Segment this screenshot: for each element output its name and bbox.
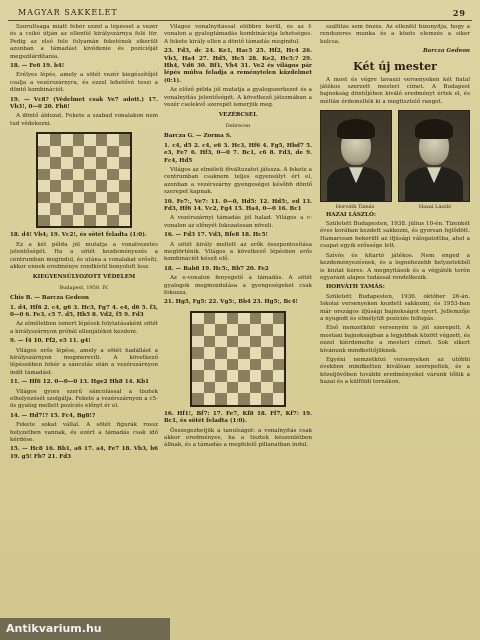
paragraph: Világos gyors szerű sáncolással a tisztek elhelyezését szolgálja. Fekete a vezérszárnyon a c5-ös gyalog mellett pozíciós előnyt ér el.	[10, 388, 158, 410]
game-players: Chis B. — Barcza Gedeon	[10, 295, 89, 302]
move-line: 19. — Vc8? (Védelmet csak Ve7 adott.) 17. Vb3!, 0—0 20. Fh6!	[10, 96, 158, 111]
board-square	[50, 215, 62, 227]
board-square	[204, 324, 216, 336]
running-header	[8, 6, 472, 21]
board-square	[192, 347, 204, 359]
board-square	[238, 324, 250, 336]
board-square	[84, 215, 96, 227]
board-square	[38, 180, 50, 192]
board-square	[96, 146, 108, 158]
board-square	[107, 146, 119, 158]
board-square	[261, 370, 273, 382]
board-square	[227, 370, 239, 382]
board-square	[238, 370, 250, 382]
board-square	[73, 169, 85, 181]
board-square	[250, 359, 262, 371]
author-signature: Barcza Gedeon	[422, 48, 470, 55]
board-square	[96, 192, 108, 204]
board-square	[215, 347, 227, 359]
board-square	[107, 169, 119, 181]
board-square	[84, 180, 96, 192]
diagram-caption: 18. d4! Vb4; 19. Vc2!, és sötét feladta (1:0).	[10, 232, 147, 239]
diagram-caption: 16. Hf1!, Bf7: 17. Fe7, Kf8 18. Ff7, Kf7: 19. Bc1, és sötét feladta (1:0).	[164, 410, 312, 425]
game-title: VEZÉRCSEL	[218, 112, 258, 119]
board-square	[61, 146, 73, 158]
board-square	[215, 324, 227, 336]
board-square	[204, 393, 216, 405]
chess-diagram	[36, 132, 132, 228]
board-square	[273, 313, 285, 325]
paragraph: Fekete sokat vállal. A sötét figurák rossz helyzetben vannak, és ezért a támadás csak idő kérdése.	[10, 422, 158, 444]
paragraph: A döntő áldozat. Fekete a szabad vonalakon nem tud védekezni.	[10, 113, 158, 127]
board-square	[73, 192, 85, 204]
paragraph: Világos az elméleti főváltozatot játssza. A fekete a centrumban csaknem teljes egyensúlyt ért el, azonban a vezérszárny gyengeségei később döntő szerepet kapnak.	[164, 166, 312, 196]
board-square	[73, 215, 85, 227]
paragraph: A vezérszárnyi támadás jól halad. Világos a c-vonalon az előnyét fokozatosan növeli.	[164, 215, 312, 229]
board-square	[192, 370, 204, 382]
paragraph: Világos vonalnyitással előbbre kerül, és az f-vonalon a gyalogtámadás kombinációja lehetséges. A fekete király ellen a döntő támadás megindul.	[164, 24, 312, 45]
board-square	[50, 146, 62, 158]
board-square	[204, 382, 216, 394]
board-square	[38, 146, 50, 158]
paragraph: Ez a két példa jól mutatja a vonalvezetés jelentőségét. Ha a sötét kezdeményezés a centrumban megindul, és utána a vonalakat erősíti, akkor ennek eredménye rendkívül bonyolult lesz.	[10, 241, 158, 270]
board-square	[215, 393, 227, 405]
board-square	[250, 336, 262, 348]
board-square	[96, 157, 108, 169]
board-square	[96, 203, 108, 215]
move-line: 9. — f4 10. Ff2, e5 11. g4!	[10, 338, 91, 345]
portrait-photo-horvath	[320, 110, 392, 202]
board-square	[84, 134, 96, 146]
board-square	[73, 157, 85, 169]
board-square	[38, 203, 50, 215]
paragraph: Az e-vonalon fenyegető a támadás. A sötét gyalogok megmozdulása a gyengeségeket csak fokozza.	[164, 275, 312, 296]
game-players: Barcza G. — Zorma S.	[164, 133, 232, 140]
board-square	[96, 215, 108, 227]
board-square	[119, 203, 131, 215]
board-square	[119, 180, 131, 192]
board-square	[192, 336, 204, 348]
board-square	[227, 313, 239, 325]
board-square	[273, 370, 285, 382]
game-place: Debrecen	[225, 122, 251, 129]
board-square	[119, 192, 131, 204]
board-square	[50, 203, 62, 215]
board-square	[84, 192, 96, 204]
board-square	[204, 359, 216, 371]
board-square	[119, 134, 131, 146]
board-square	[273, 359, 285, 371]
board-square	[192, 313, 204, 325]
board-square	[84, 203, 96, 215]
paragraph: Született Budapesten, 1936. október 26-án. Iskolai versenyeken kezdett sakkozni, és 1953-ban már országos ifjúsági bajnokságot nyert. Jellemzője a nyugodt és elmélyült pozíciós felfogás.	[320, 293, 470, 322]
section-subheading: HORVÁTH TAMÁS:	[326, 284, 385, 291]
board-square	[84, 169, 96, 181]
board-square	[96, 134, 108, 146]
portrait-photo-hazai	[398, 110, 470, 202]
board-square	[238, 313, 250, 325]
move-line: 11. — Hf6 12. 0—0—0 13. Hge2 Hh8 14. Kb1	[10, 379, 150, 386]
board-square	[107, 215, 119, 227]
move-line: 18. — Fe6 19. b4!	[10, 63, 65, 70]
move-line: 23. Fd3, dc 24. Ke1, Hac5 25. Hf2, Hc4 26. Vb3, Ha4 27. Hd5, Hc5 28. Ke2, Hc5:? 29. Hh4, Vd6 30. Bf1, Vh4 31. Ve2 és világos pár lépés múlva feladja a reménytelen küzdelmet (0:1).	[164, 48, 312, 84]
game-title: KIEGYENSÚLYOZOTT VÉDELEM	[32, 274, 136, 281]
paragraph: Született Budapesten, 1938. július 10-én. Tizenkét éves korában kezdett sakkozni, és gyorsan fejlődött. Hamarosan bekerült az ifjúsági válogatottba, ahol a csapat egyik erőssége lett.	[320, 221, 470, 250]
move-line: 15. — Hc8 16. Bb1, a6 17. a4, Fe7 18. Vb3, b6 19. g5! Fb7 21. Fd3	[10, 446, 158, 460]
board-square	[215, 370, 227, 382]
column-1	[10, 24, 158, 624]
board-square	[107, 157, 119, 169]
board-square	[50, 134, 62, 146]
board-square	[204, 370, 216, 382]
move-line: 1. c4, d5 2. c4, e6 3. Hc3, Hf6 4. Fg5, Hbd7 5. e3, Fe7 6. Hf3, 0—0 7. Bc1, c6 8. Fd3, de 9. Fc4, Hd5	[164, 142, 312, 164]
board-square	[73, 203, 85, 215]
board-square	[238, 393, 250, 405]
board-square	[38, 192, 50, 204]
board-square	[107, 192, 119, 204]
board-square	[238, 347, 250, 359]
section-subheading: HAZAI LÁSZLÓ:	[326, 211, 376, 218]
board-square	[227, 336, 239, 348]
board-square	[96, 169, 108, 181]
board-square	[250, 393, 262, 405]
board-square	[61, 180, 73, 192]
board-square	[119, 146, 131, 158]
board-square	[61, 169, 73, 181]
board-square	[119, 169, 131, 181]
paragraph: szállítás sem önzés. Az ellenfél bizonyítja, hogy a rendszeres munka és a közös elemzés a siker kulcsa.	[320, 24, 470, 45]
photo-captions	[320, 204, 470, 211]
board-square	[250, 382, 262, 394]
paragraph: Összegezhetjük a tanulságot: a vonalnyitás csak akkor eredményes, ha a tisztek készenlétben állnak, és a támadás a megfelelő pillanatban indul.	[164, 427, 312, 449]
board-square	[227, 359, 239, 371]
board-square	[215, 313, 227, 325]
board-square	[261, 313, 273, 325]
board-square	[273, 393, 285, 405]
board-square	[50, 157, 62, 169]
board-square	[50, 169, 62, 181]
page-number: 29	[452, 8, 466, 18]
board-square	[107, 134, 119, 146]
board-square	[107, 180, 119, 192]
board-square	[73, 180, 85, 192]
board-square	[61, 215, 73, 227]
paragraph: A sötét király mellett az erők összpontosítása megtörténik. Világos a következő lépésben erős kombinációt készít elő.	[164, 241, 312, 263]
board-square	[192, 393, 204, 405]
move-line: 10. Fe7:, Ve7: 11. 0—0, Hd5: 12. Hd5:, ed 13. Fd3, Hf6 14. Vc2, Fg4 15. Ha4, 0—0 16. Bc1	[164, 198, 312, 212]
board-square	[261, 347, 273, 359]
column-3	[320, 24, 470, 624]
chess-diagram	[190, 311, 286, 407]
board-square	[107, 203, 119, 215]
board-square	[61, 134, 73, 146]
board-square	[215, 336, 227, 348]
board-square	[227, 347, 239, 359]
paragraph: Erélyes lépés, amely a sötét vezér kiegészítőjét csalja a vezérszárnyra, és ezzel lehetővé teszi a döntő kombinációt.	[10, 72, 158, 94]
board-square	[73, 134, 85, 146]
board-square	[38, 134, 50, 146]
board-square	[273, 347, 285, 359]
paragraph: Az előző példa jól mutatja a gyalogszerkezet és a vonalnyitás jelentőségét. A következő játszmában a vezér cselekvő szerepét ismerjük meg.	[164, 87, 312, 109]
board-square	[38, 215, 50, 227]
board-square	[84, 157, 96, 169]
board-square	[38, 157, 50, 169]
paragraph: Egyéni nemzetközi versenyeken az utóbbi években mindketten kiválóan szerepeltek, és a közeljövőben további eredményeket várunk tőlük a hazai és a külföldi tornákon.	[320, 356, 470, 386]
paragraph: Első nemzetközi versenyén is jól szerepelt. A mostani bajnokságban a legjobbak között végzett, és ezzel kiérdemelte a mesteri címet. Sok sikert kívánunk mindkettőjüknek.	[320, 325, 470, 354]
paragraph: A most és végre tavaszi versenyeken két fiatal játékos szerzett mesteri címet. A Budapest bajnokság döntőjében kiváló eredményt értek el, és méltán érdemelték ki a megtisztelő rangot.	[320, 76, 470, 105]
photo-caption: Hazai László	[418, 204, 452, 211]
paragraph: Szorultsaga miatt fehér ezzel a lépéssel a vezér és a csikó útján az ellenfél királyszárnya felé tör. Pedig az első fele folyamán feketének sikerült azonban a támadást kivédenie és pozícióját megszilárdítania.	[10, 24, 158, 60]
board-square	[73, 146, 85, 158]
move-line: 21. Hg5, Fg5: 22. Vg5:, Bb4 23. Hg5:, Bc4!	[164, 299, 298, 306]
board-square	[204, 313, 216, 325]
board-square	[250, 370, 262, 382]
paragraph: Világos erős lépése, amely a sötét hadállást a királyszárnyon megmerevíti. A következő lépésekben fehér a sáncolás után a vezérszárnyon indít támadást.	[10, 347, 158, 376]
paragraph: Szívós és kitartó játékos. Nem enged a kezdeményezésnek, és a legnehezebb helyzetekből is kiutat keres. A megnyitások és a végjáték terén egyaránt alapos tudással rendelkezik.	[320, 252, 470, 281]
board-square	[204, 336, 216, 348]
board-square	[250, 324, 262, 336]
portrait-photos	[320, 110, 470, 202]
column-2	[164, 24, 312, 624]
game-place: Budapest, 1958. IV.	[59, 284, 109, 291]
board-square	[250, 313, 262, 325]
board-square	[250, 347, 262, 359]
move-line: 1. d4, Hf6 2. c4, g6 3. Hc3, Fg7 4. e4, d6 5. f3, 0—0 6. Fe3, c5 7. d5, Hh5 8. Vd2, f5 9. Fd3	[10, 304, 158, 318]
board-square	[50, 180, 62, 192]
board-square	[192, 359, 204, 371]
board-square	[50, 192, 62, 204]
board-square	[215, 359, 227, 371]
board-square	[61, 192, 73, 204]
move-line: 16. — Fd3 17. Vd3, Bfe8 18. Hc5!	[164, 232, 268, 239]
board-square	[261, 393, 273, 405]
board-square	[273, 324, 285, 336]
board-square	[227, 382, 239, 394]
board-square	[261, 336, 273, 348]
board-square	[261, 324, 273, 336]
board-square	[61, 157, 73, 169]
board-square	[84, 146, 96, 158]
board-square	[192, 324, 204, 336]
paragraph: Az elméletben ismert lépések folytatásaként sötét a királyszárnyon próbál ellenjátékot kezdeni.	[10, 321, 158, 335]
board-square	[119, 157, 131, 169]
board-square	[273, 336, 285, 348]
board-square	[261, 359, 273, 371]
board-square	[38, 169, 50, 181]
board-square	[227, 393, 239, 405]
photo-caption: Horváth Tamás	[335, 204, 375, 211]
board-square	[204, 347, 216, 359]
board-square	[238, 359, 250, 371]
magazine-title: MAGYAR SAKKELET	[18, 8, 118, 17]
move-line: 14. — Hd7!? 15. Fc4, Bg8!?	[10, 412, 96, 419]
board-square	[215, 382, 227, 394]
board-square	[238, 382, 250, 394]
board-square	[238, 336, 250, 348]
board-square	[61, 203, 73, 215]
board-square	[227, 324, 239, 336]
board-square	[273, 382, 285, 394]
move-line: 18. — Bab8 19. Hc5:, Bb7 20. Fe2	[164, 265, 269, 272]
watermark: Antikvarium.hu	[0, 618, 170, 640]
feature-title: Két új mester	[353, 59, 437, 73]
board-square	[261, 382, 273, 394]
board-square	[96, 180, 108, 192]
board-square	[192, 382, 204, 394]
board-square	[119, 215, 131, 227]
